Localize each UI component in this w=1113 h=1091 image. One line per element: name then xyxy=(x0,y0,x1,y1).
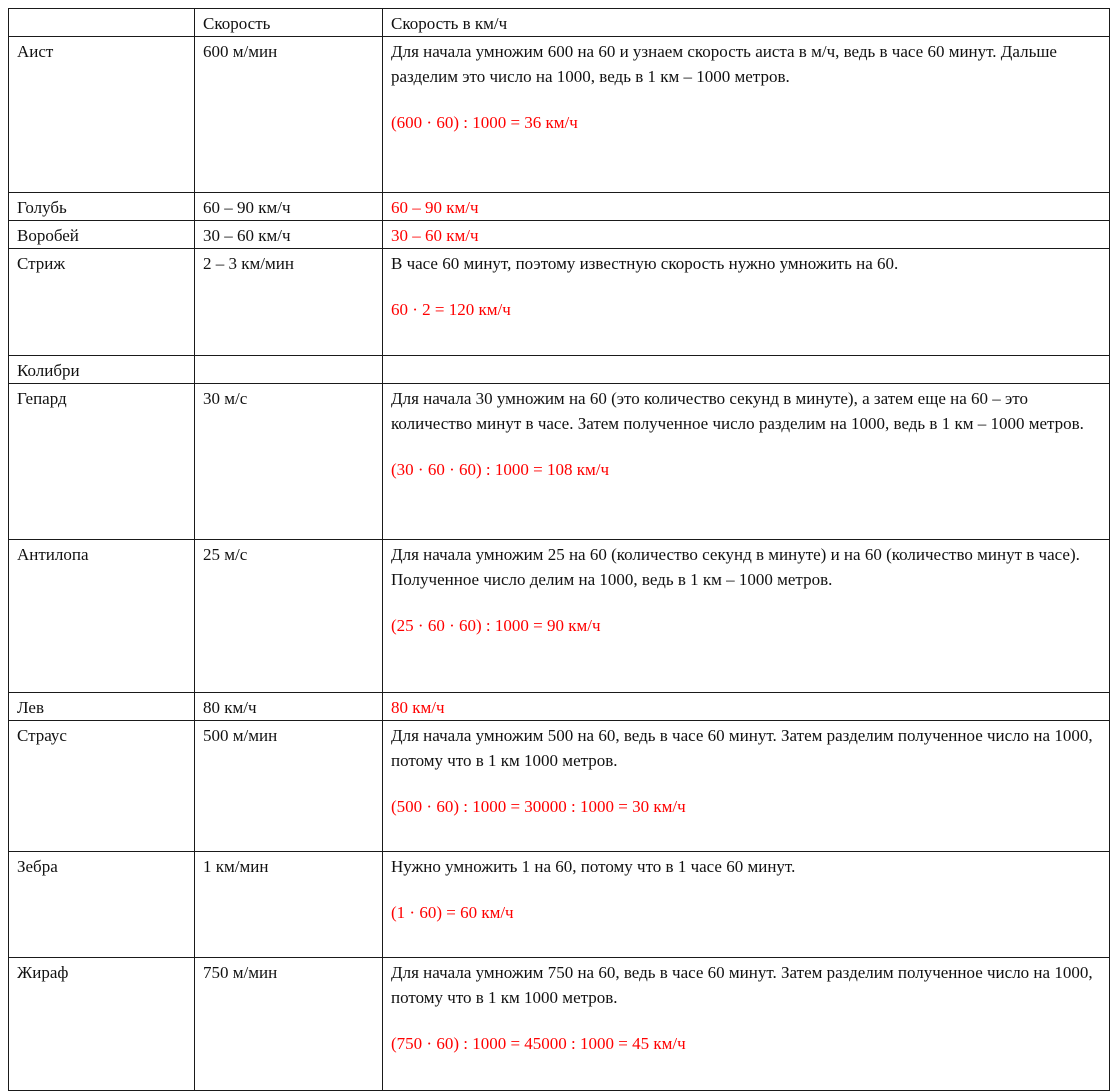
header-speed: Скорость xyxy=(195,9,383,37)
speed-value: 600 м/мин xyxy=(195,37,383,193)
calculation-result: (25 · 60 · 60) : 1000 = 90 км/ч xyxy=(391,616,601,635)
conversion-cell xyxy=(383,852,1110,958)
speed-value: 60 – 90 км/ч xyxy=(195,193,383,221)
calculation-result: 60 · 2 = 120 км/ч xyxy=(391,300,511,319)
table-row xyxy=(9,693,1110,721)
speed-value: 80 км/ч xyxy=(195,693,383,721)
animal-name: Зебра xyxy=(9,852,195,958)
table-row xyxy=(9,958,1110,1091)
conversion-cell xyxy=(383,356,1110,384)
conversion-cell xyxy=(383,721,1110,852)
table-row xyxy=(9,356,1110,384)
calculation-result: (30 · 60 · 60) : 1000 = 108 км/ч xyxy=(391,460,609,479)
explanation-text: Для начала умножим 600 на 60 и узнаем скорость аиста в м/ч, ведь в часе 60 минут. Дальше разделим это число на 1000, ведь в 1 км – 1000 метров. xyxy=(391,42,1057,86)
calculation-result: (750 · 60) : 1000 = 45000 : 1000 = 45 км/ч xyxy=(391,1034,686,1053)
animal-name: Стриж xyxy=(9,249,195,356)
calculation-result: 30 – 60 км/ч xyxy=(391,226,479,245)
explanation-text: Для начала умножим 500 на 60, ведь в часе 60 минут. Затем разделим полученное число на 1000, потому что в 1 км 1000 метров. xyxy=(391,726,1093,770)
calculation-result: 80 км/ч xyxy=(391,698,445,717)
conversion-cell xyxy=(383,693,1110,721)
animal-name: Гепард xyxy=(9,384,195,540)
explanation-text: Для начала умножим 25 на 60 (количество секунд в минуте) и на 60 (количество минут в часе). Полученное число делим на 1000, ведь в 1 км – 1000 метров. xyxy=(391,545,1080,589)
calculation-result: (600 · 60) : 1000 = 36 км/ч xyxy=(391,113,578,132)
table-row xyxy=(9,721,1110,852)
conversion-cell xyxy=(383,37,1110,193)
speed-value: 30 м/с xyxy=(195,384,383,540)
conversion-cell xyxy=(383,540,1110,693)
speed-value: 500 м/мин xyxy=(195,721,383,852)
explanation-text: Для начала 30 умножим на 60 (это количество секунд в минуте), а затем еще на 60 – это количество минут в часе. Затем полученное число разделим на 1000, ведь в 1 км – 1000 метров. xyxy=(391,389,1084,433)
table-row xyxy=(9,384,1110,540)
animal-name: Жираф xyxy=(9,958,195,1091)
animal-name: Антилопа xyxy=(9,540,195,693)
calculation-result: (1 · 60) = 60 км/ч xyxy=(391,903,514,922)
table-row xyxy=(9,852,1110,958)
animal-name: Страус xyxy=(9,721,195,852)
table-row xyxy=(9,193,1110,221)
explanation-text: В часе 60 минут, поэтому известную скорость нужно умножить на 60. xyxy=(391,254,899,273)
animal-name: Аист xyxy=(9,37,195,193)
conversion-cell xyxy=(383,221,1110,249)
speed-value: 2 – 3 км/мин xyxy=(195,249,383,356)
table-row xyxy=(9,540,1110,693)
animal-name: Голубь xyxy=(9,193,195,221)
speed-value: 1 км/мин xyxy=(195,852,383,958)
speed-value: 25 м/с xyxy=(195,540,383,693)
speed-value: 30 – 60 км/ч xyxy=(195,221,383,249)
conversion-cell xyxy=(383,249,1110,356)
header-speed-kmh: Скорость в км/ч xyxy=(383,9,1110,37)
conversion-cell xyxy=(383,958,1110,1091)
header-animal xyxy=(9,9,195,37)
animal-name: Лев xyxy=(9,693,195,721)
conversion-cell xyxy=(383,384,1110,540)
conversion-cell xyxy=(383,193,1110,221)
calculation-result: 60 – 90 км/ч xyxy=(391,198,479,217)
speed-table xyxy=(8,8,1110,1091)
table-row xyxy=(9,221,1110,249)
table-row xyxy=(9,37,1110,193)
explanation-text: Нужно умножить 1 на 60, потому что в 1 часе 60 минут. xyxy=(391,857,796,876)
speed-value: 750 м/мин xyxy=(195,958,383,1091)
animal-name: Воробей xyxy=(9,221,195,249)
speed-value xyxy=(195,356,383,384)
explanation-text: Для начала умножим 750 на 60, ведь в часе 60 минут. Затем разделим полученное число на 1000, потому что в 1 км 1000 метров. xyxy=(391,963,1093,1007)
calculation-result: (500 · 60) : 1000 = 30000 : 1000 = 30 км/ч xyxy=(391,797,686,816)
table-row xyxy=(9,249,1110,356)
header-row xyxy=(9,9,1110,37)
animal-name: Колибри xyxy=(9,356,195,384)
